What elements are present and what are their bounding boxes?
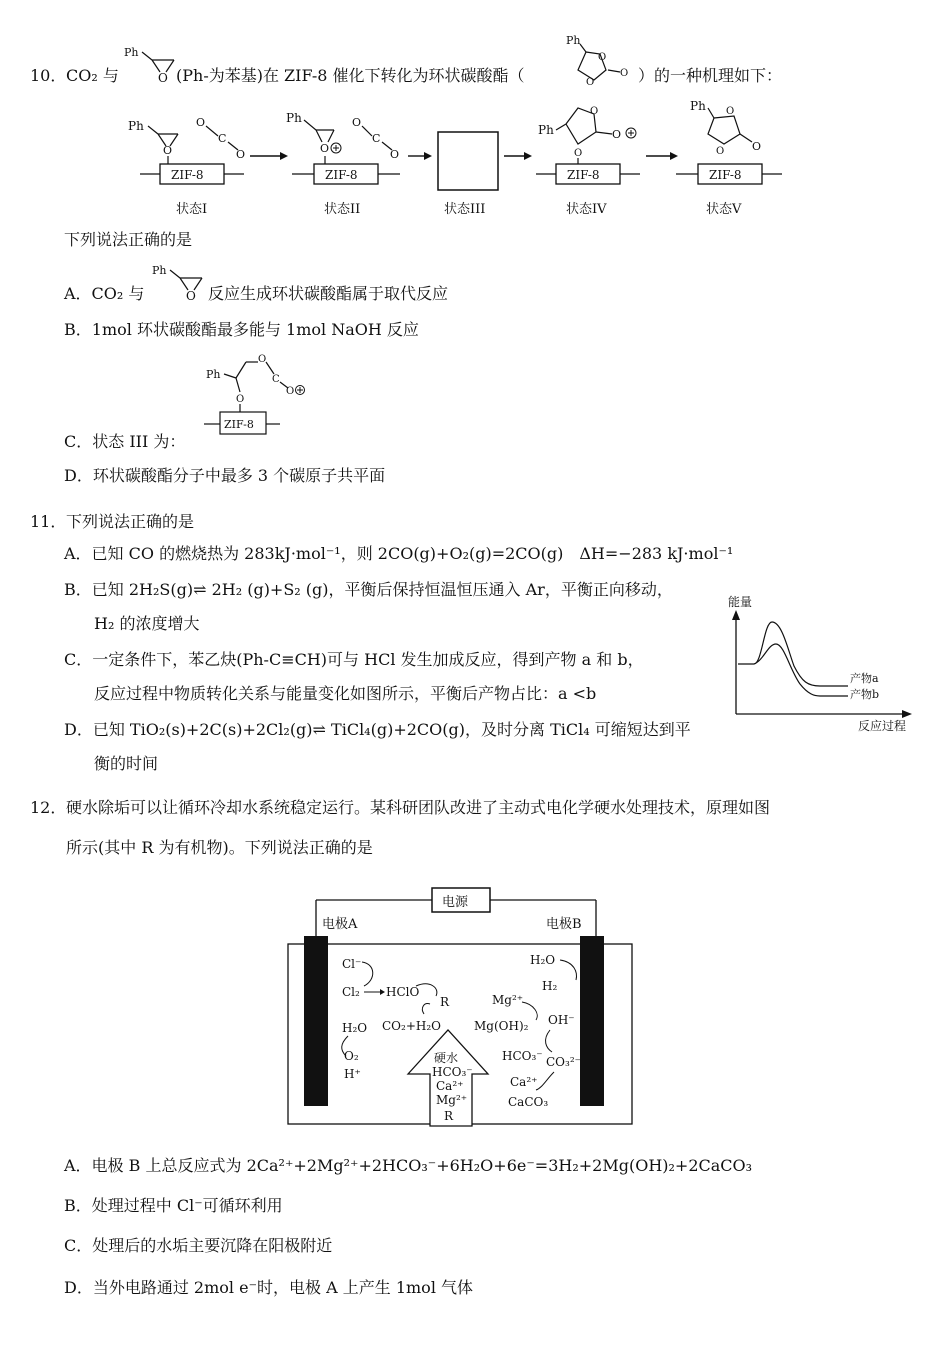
svg-text:O: O (286, 386, 295, 397)
svg-text:OH⁻: OH⁻ (548, 1013, 575, 1027)
product-b-label: 产物b (850, 688, 880, 701)
svg-text:H₂O: H₂O (530, 953, 556, 967)
q11-number: 11． (30, 512, 67, 531)
graph-ylabel: 能量 (728, 595, 753, 609)
svg-text:O: O (598, 52, 607, 63)
q10-option-b: B．1mol 环状碳酸酯最多能与 1mol NaOH 反应 (64, 320, 419, 339)
svg-text:O: O (196, 116, 206, 129)
state-5-label: 状态V (706, 202, 742, 217)
svg-text:C: C (272, 374, 280, 385)
q12-stem-line1: 硬水除垢可以让循环冷却水系统稳定运行。某科研团队改进了主动式电化学硬水处理技术，原理如图 (66, 798, 771, 817)
q12-number: 12． (30, 798, 67, 817)
state-3-structure (200, 348, 320, 444)
svg-text:ZIF-8: ZIF-8 (709, 168, 742, 182)
state-3 (438, 132, 498, 217)
q10-number: 10． (30, 66, 67, 85)
svg-text:O: O (586, 77, 595, 88)
state-4 (536, 106, 640, 217)
state-5 (676, 99, 782, 217)
svg-text:Ph: Ph (286, 111, 302, 125)
q12-option-d: D．当外电路通过 2mol e⁻时，电极 A 上产生 1mol 气体 (64, 1278, 474, 1297)
svg-text:O₂: O₂ (344, 1049, 359, 1063)
electrode-b-label: 电极B (546, 917, 582, 932)
svg-text:O: O (620, 68, 629, 79)
q12-option-c: C．处理后的水垢主要沉降在阳极附近 (64, 1236, 333, 1255)
svg-text:O: O (590, 106, 599, 117)
svg-text:CaCO₃: CaCO₃ (508, 1095, 549, 1109)
svg-text:R: R (444, 1109, 454, 1123)
svg-text:C: C (372, 132, 381, 145)
cyclic-carbonate-structure (556, 30, 636, 88)
q10-option-d: D．环状碳酸酯分子中最多 3 个碳原子共平面 (64, 466, 386, 485)
svg-text:Ph: Ph (206, 368, 221, 381)
svg-text:O: O (352, 116, 362, 129)
ph-label: Ph (566, 34, 581, 47)
svg-text:O: O (752, 140, 762, 153)
svg-text:H⁺: H⁺ (344, 1067, 361, 1081)
q12-stem-line2: 所示(其中 R 为有机物)。下列说法正确的是 (66, 838, 373, 857)
q11-option-b-line1: B．已知 2H₂S(g)⇌ 2H₂ (g)+S₂ (g)，平衡后保持恒温恒压通入 Ar，平衡正向移动， (64, 580, 673, 599)
q10-option-a-post: 反应生成环状碳酸酯属于取代反应 (208, 284, 449, 303)
svg-text:O: O (236, 394, 245, 405)
state-2 (286, 111, 400, 217)
epoxide-structure (118, 40, 178, 90)
power-label: 电源 (442, 895, 469, 910)
svg-text:O: O (574, 148, 583, 159)
svg-text:O: O (236, 148, 246, 161)
svg-text:Mg(OH)₂: Mg(OH)₂ (474, 1019, 529, 1033)
svg-text:Cl₂: Cl₂ (342, 985, 360, 999)
svg-text:Ph: Ph (128, 119, 144, 133)
svg-text:R: R (440, 995, 450, 1009)
q12-option-a: A．电极 B 上总反应式为 2Ca²⁺+2Mg²⁺+2HCO₃⁻+6H₂O+6e⁻=3H₂+2Mg(OH)₂+2CaCO₃ (64, 1156, 753, 1175)
state-2-label: 状态II (324, 202, 361, 217)
q10-option-a-pre: A．CO₂ 与 (64, 284, 145, 303)
svg-text:O: O (612, 128, 622, 141)
q10-stem-c: ）的一种机理如下： (638, 66, 783, 85)
state-3-label: 状态III (444, 202, 486, 217)
electrode-a-label: 电极A (322, 917, 358, 932)
svg-text:ZIF-8: ZIF-8 (325, 168, 358, 182)
q11-option-b-line2: H₂ 的浓度增大 (94, 614, 200, 633)
svg-text:ZIF-8: ZIF-8 (567, 168, 600, 182)
graph-xlabel: 反应过程 (858, 719, 907, 733)
svg-text:HCO₃⁻: HCO₃⁻ (502, 1049, 543, 1063)
svg-text:O: O (320, 142, 330, 155)
svg-text:HClO: HClO (386, 985, 420, 999)
q11-option-c-line2: 反应过程中物质转化关系与能量变化如图所示，平衡后产物占比：a <b (94, 684, 597, 703)
energy-graph (724, 590, 934, 740)
epoxide-structure-a (150, 258, 210, 308)
ph-label: Ph (124, 46, 139, 59)
q11-option-c-line1: C．一定条件下，苯乙炔(Ph-C≡CH)可与 HCl 发生加成反应，得到产物 a 和 b， (64, 650, 644, 669)
product-a-label: 产物a (850, 672, 879, 685)
mechanism-diagram (120, 96, 800, 226)
svg-text:Ph: Ph (690, 99, 706, 113)
q11-option-a: A．已知 CO 的燃烧热为 283kJ·mol⁻¹，则 2CO(g)+O₂(g)=2CO(g) ΔH=−283 kJ·mol⁻¹ (64, 544, 734, 563)
electrode-b (580, 936, 604, 1106)
svg-text:O: O (716, 146, 725, 157)
q10-stem-a: CO₂ 与 (66, 66, 119, 85)
svg-text:O: O (726, 106, 735, 117)
svg-text:Mg²⁺: Mg²⁺ (436, 1093, 468, 1107)
q10-prompt: 下列说法正确的是 (64, 230, 193, 249)
svg-text:CO₂+H₂O: CO₂+H₂O (382, 1019, 441, 1033)
svg-text:Mg²⁺: Mg²⁺ (492, 993, 524, 1007)
svg-text:H₂: H₂ (542, 979, 558, 993)
svg-text:O: O (390, 148, 400, 161)
svg-text:CO₃²⁻: CO₃²⁻ (546, 1055, 581, 1069)
q10-stem-b: (Ph-为苯基)在 ZIF-8 催化下转化为环状碳酸酯（ (176, 66, 525, 85)
q12-option-b: B．处理过程中 Cl⁻可循环利用 (64, 1196, 283, 1215)
svg-text:Ca²⁺: Ca²⁺ (510, 1075, 538, 1089)
q10-option-c: C．状态 III 为： (64, 432, 186, 451)
state-1-label: 状态I (176, 202, 208, 217)
svg-text:Ph: Ph (538, 123, 554, 137)
svg-text:Cl⁻: Cl⁻ (342, 957, 362, 971)
svg-text:H₂O: H₂O (342, 1021, 368, 1035)
o-label: O (158, 71, 168, 85)
svg-text:O: O (258, 354, 267, 365)
electrolysis-diagram (284, 880, 640, 1130)
state-4-label: 状态IV (566, 202, 607, 217)
q11-option-d-line1: D．已知 TiO₂(s)+2C(s)+2Cl₂(g)⇌ TiCl₄(g)+2CO(g)，及时分离 TiCl₄ 可缩短达到平 (64, 720, 691, 739)
electrode-a (304, 936, 328, 1106)
svg-text:C: C (218, 132, 227, 145)
svg-text:HCO₃⁻: HCO₃⁻ (432, 1065, 473, 1079)
svg-text:硬水: 硬水 (434, 1051, 459, 1065)
state-1 (128, 116, 245, 217)
svg-text:Ca²⁺: Ca²⁺ (436, 1079, 464, 1093)
svg-text:O: O (163, 144, 173, 157)
svg-text:ZIF-8: ZIF-8 (224, 418, 254, 431)
q11-option-d-line2: 衡的时间 (94, 754, 159, 773)
svg-text:ZIF-8: ZIF-8 (171, 168, 204, 182)
svg-text:Ph: Ph (152, 264, 167, 277)
svg-text:O: O (186, 289, 196, 303)
q11-prompt: 下列说法正确的是 (66, 512, 195, 531)
